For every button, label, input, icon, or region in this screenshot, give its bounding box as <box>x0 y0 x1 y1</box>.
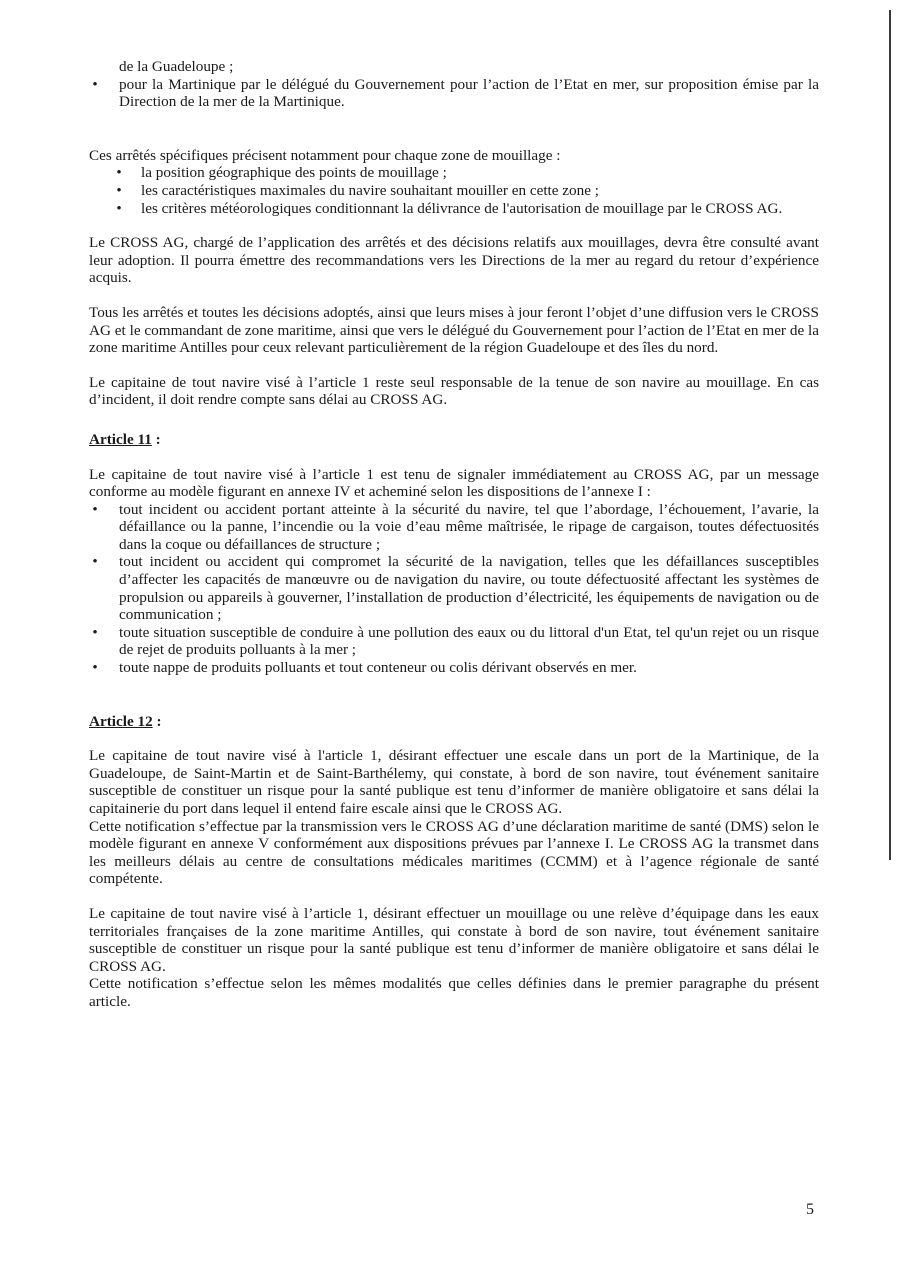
list-item: • tout incident ou accident qui compromet la sécurité de la navigation, telles que les défaillances susceptibles d’affecter les capacités de manœuvre ou de navigation du navire, ou toute défectuosité affectant les systèmes de propulsion ou appareils à gouverner, l’installation de production d’électricité, les équipements de navigation ou de communication ; <box>89 553 819 623</box>
bullet-icon: • <box>92 500 98 518</box>
paragraph-diffusion: Tous les arrêtés et toutes les décisions adoptés, ainsi que leurs mises à jour feront l’objet d’une diffusion vers le CROSS AG et le commandant de zone maritime, ainsi que vers le délégué du Gouvernement pour l’action de l’Etat en mer de la zone maritime Antilles pour ceux relevant particulièrement de la région Guadeloupe et des îles du nord. <box>89 303 819 357</box>
article-12-paragraph-2: Cette notification s’effectue par la transmission vers le CROSS AG d’une déclaration maritime de santé (DMS) selon le modèle figurant en annexe V conformément aux dispositions prévues par l’annexe I. Le CROSS AG la transmet dans les meilleurs délais au centre de consultations médicales maritimes (CCMM) et à l’agence régionale de santé compétente. <box>89 817 819 888</box>
continuation-list <box>89 76 819 111</box>
bullet-icon: • <box>116 164 122 182</box>
arretes-list <box>89 164 819 217</box>
list-item: • les critères météorologiques conditionnant la délivrance de l'autorisation de mouillage par le CROSS AG. <box>89 200 819 218</box>
document-page <box>89 58 819 1011</box>
article-12-paragraph-1: Le capitaine de tout navire visé à l'article 1, désirant effectuer une escale dans un port de la Martinique, de la Guadeloupe, de Saint-Martin et de Saint-Barthélemy, qui constate, à bord de son navire, tout événement sanitaire susceptible de constituer un risque pour la santé publique est tenu d’informer de manière obligatoire et sans délai la capitainerie du port dans lequel il entend faire escale ainsi que le CROSS AG. <box>89 747 819 817</box>
paragraph-cross-consulte: Le CROSS AG, chargé de l’application des arrêtés et des décisions relatifs aux mouillages, devra être consulté avant leur adoption. Il pourra émettre des recommandations vers les Directions de la mer au regard du retour d’expérience acquis. <box>89 234 819 287</box>
list-item: • pour la Martinique par le délégué du Gouvernement pour l’action de l’Etat en mer, sur proposition émise par la Direction de la mer de la Martinique. <box>89 76 819 111</box>
page-number: 5 <box>806 1201 814 1218</box>
article-11-list <box>89 501 819 677</box>
article-12-paragraph-4: Cette notification s’effectue selon les mêmes modalités que celles définies dans le premier paragraphe du présent article. <box>89 975 819 1010</box>
scan-border-line <box>889 10 891 860</box>
bullet-icon: • <box>92 553 98 571</box>
article-12-paragraph-3: Le capitaine de tout navire visé à l’article 1, désirant effectuer un mouillage ou une relève d’équipage dans les eaux territoriales françaises de la zone maritime Antilles, qui constate à bord de son navire, tout événement sanitaire susceptible de constituer un risque pour la santé publique est tenu d’informer de manière obligatoire et sans délai le CROSS AG. <box>89 904 819 975</box>
bullet-icon: • <box>92 623 98 641</box>
article-11-heading: Article 11 : <box>89 430 161 448</box>
list-item: • tout incident ou accident portant atteinte à la sécurité du navire, tel que l’abordage, l’échouement, l’avarie, la défaillance ou la panne, l’incendie ou la voie d’eau même maîtrisée, le ripage de cargaison, toutes défectuosités dans la coque ou défaillances de structure ; <box>89 501 819 554</box>
article-12-heading: Article 12 : <box>89 712 162 730</box>
arretes-intro: Ces arrêtés spécifiques précisent notamment pour chaque zone de mouillage : <box>89 146 561 164</box>
bullet-icon: • <box>116 181 122 199</box>
list-item: • toute situation susceptible de conduire à une pollution des eaux ou du littoral d'un Etat, tel qu'un rejet ou un risque de rejet de produits polluants à la mer ; <box>89 624 819 659</box>
paragraph-capitaine-responsable: Le capitaine de tout navire visé à l’article 1 reste seul responsable de la tenue de son navire au mouillage. En cas d’incident, il doit rendre compte sans délai au CROSS AG. <box>89 373 819 409</box>
list-item: • toute nappe de produits polluants et tout conteneur ou colis dérivant observés en mer. <box>89 659 819 677</box>
bullet-icon: • <box>116 199 122 217</box>
list-item: • les caractéristiques maximales du navire souhaitant mouiller en cette zone ; <box>89 182 819 200</box>
continuation-line: de la Guadeloupe ; <box>119 58 234 75</box>
list-item: • la position géographique des points de mouillage ; <box>89 164 819 182</box>
article-11-intro: Le capitaine de tout navire visé à l’article 1 est tenu de signaler immédiatement au CROSS AG, par un message conforme au modèle figurant en annexe IV et acheminé selon les dispositions de l’annexe I : <box>89 465 819 501</box>
bullet-icon: • <box>92 75 98 93</box>
bullet-icon: • <box>92 659 98 677</box>
